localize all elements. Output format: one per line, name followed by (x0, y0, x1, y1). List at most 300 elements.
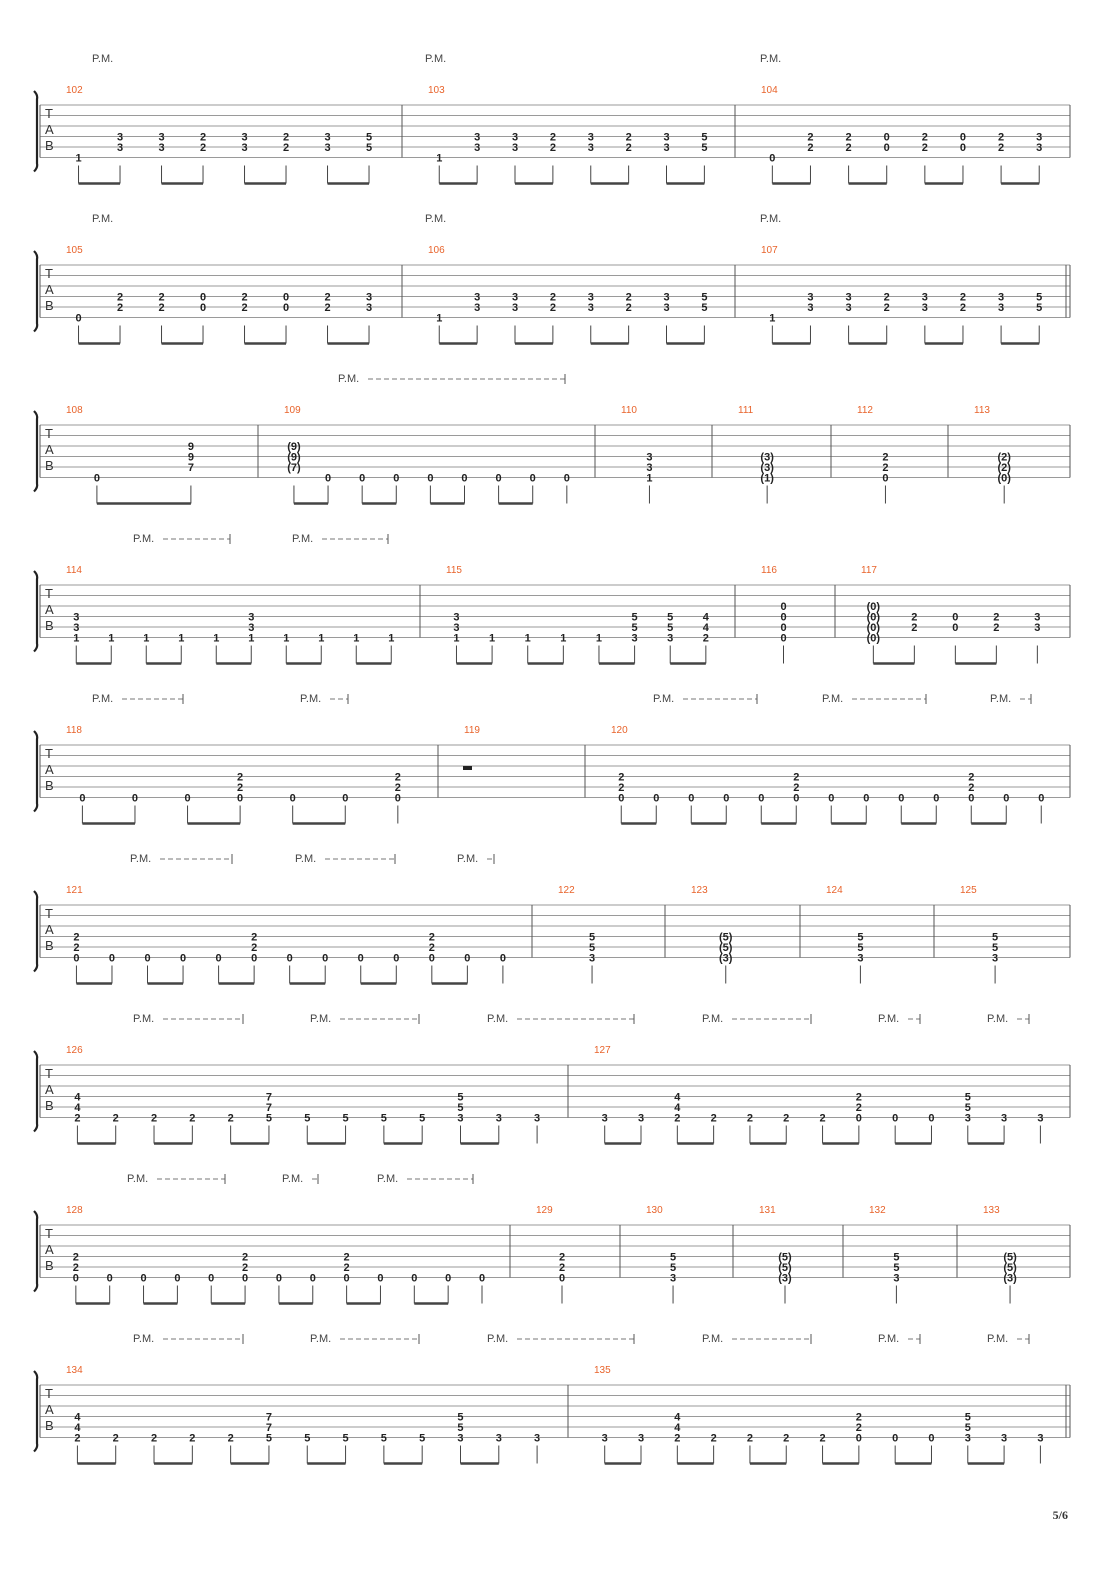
fret-number: 0 (959, 142, 967, 154)
measure-number: 114 (66, 565, 82, 576)
fret-number: 3 (992, 952, 999, 965)
fret-number: 3 (587, 131, 594, 144)
fret-number: 3 (663, 142, 670, 154)
fret-number: 3 (921, 302, 928, 314)
fret-number: 2 (116, 291, 124, 304)
fret-number: 3 (365, 291, 373, 304)
fret-number: 2 (549, 291, 556, 304)
fret-number: 2 (282, 142, 290, 154)
fret-number: 3 (1001, 1432, 1008, 1445)
fret-number: 3 (1037, 1112, 1044, 1125)
fret-number: 2 (855, 1091, 862, 1104)
palm-mute-label: P.M. (653, 693, 675, 705)
fret-number: 2 (242, 1262, 249, 1274)
fret-number: 3 (807, 302, 814, 314)
fret-number: 4 (674, 1411, 681, 1424)
fret-number: 5 (667, 611, 674, 624)
fret-number: (0) (866, 601, 881, 613)
tab-clef-letter: B (45, 618, 54, 633)
fret-number: 0 (309, 1272, 316, 1285)
system-bracket (34, 1211, 37, 1292)
tab-clef-letter: B (45, 458, 54, 473)
fret-number: 0 (780, 611, 787, 624)
fret-number: 2 (150, 1432, 158, 1445)
fret-number: 0 (73, 952, 80, 965)
fret-number: 5 (992, 942, 999, 954)
fret-number: 1 (436, 312, 443, 325)
fret-number: 3 (457, 1432, 464, 1445)
fret-number: 0 (952, 611, 959, 624)
measure-number: 118 (66, 725, 82, 736)
fret-number: 0 (393, 952, 400, 965)
fret-number: 2 (783, 1112, 790, 1125)
tab-clef-letter: A (45, 602, 54, 617)
fret-number: 0 (93, 472, 100, 485)
fret-number: 2 (746, 1432, 754, 1445)
system-bracket (34, 891, 37, 972)
fret-number: 2 (394, 771, 401, 784)
fret-number: (5) (1003, 1262, 1017, 1274)
fret-number: 4 (702, 622, 709, 634)
fret-number: 2 (237, 771, 244, 784)
fret-number: 7 (187, 462, 194, 474)
fret-number: 0 (394, 792, 401, 805)
fret-number: 3 (1034, 622, 1041, 634)
fret-number: 3 (365, 302, 373, 314)
fret-number: 0 (357, 952, 364, 965)
fret-number: 2 (199, 142, 207, 154)
measure-number: 108 (66, 405, 83, 416)
fret-number: 3 (601, 1112, 608, 1125)
fret-number: 0 (184, 792, 191, 805)
fret-number: 0 (393, 472, 400, 485)
fret-number: 0 (72, 1272, 79, 1285)
tab-clef-letter: A (45, 762, 54, 777)
fret-number: 3 (1036, 142, 1043, 154)
fret-number: 0 (892, 1432, 899, 1445)
fret-number: 2 (324, 302, 331, 314)
tab-clef-letter: B (45, 778, 54, 793)
fret-number: 2 (618, 771, 625, 784)
fret-number: 0 (723, 792, 730, 805)
fret-number: 3 (646, 462, 653, 474)
tab-clef-letter: A (45, 122, 54, 137)
fret-number: 2 (282, 131, 290, 144)
fret-number: 5 (631, 611, 638, 624)
measure-number: 109 (284, 405, 301, 416)
fret-number: 3 (631, 632, 638, 645)
measure-number: 131 (759, 1205, 776, 1216)
measure-number: 119 (464, 725, 480, 736)
fret-number: 3 (646, 451, 653, 464)
measure-number: 130 (646, 1205, 663, 1216)
fret-number: 0 (968, 792, 975, 805)
fret-number: 3 (158, 142, 165, 154)
fret-number: 2 (845, 131, 852, 144)
fret-number: (5) (778, 1262, 792, 1274)
fret-number: 2 (968, 782, 975, 794)
fret-number: 3 (807, 291, 814, 304)
fret-number: 1 (178, 632, 185, 645)
tab-clef-letter: B (45, 938, 54, 953)
fret-number: 2 (911, 611, 918, 624)
fret-number: 2 (998, 131, 1005, 144)
fret-number: 0 (208, 1272, 215, 1285)
measure-number: 121 (66, 885, 83, 896)
measure-number: 125 (960, 885, 977, 896)
tab-clef-letter: A (45, 1242, 54, 1257)
fret-number: 2 (855, 1411, 862, 1424)
palm-mute-label: P.M. (92, 213, 114, 225)
palm-mute-label: P.M. (487, 1013, 509, 1025)
fret-number: 0 (855, 1112, 862, 1125)
fret-number: 3 (495, 1432, 502, 1445)
fret-number: 4 (74, 1091, 81, 1104)
fret-number: 4 (74, 1422, 81, 1434)
measure-number: 107 (761, 245, 778, 256)
fret-number: 1 (489, 632, 496, 645)
fret-number: 0 (653, 792, 660, 805)
fret-number: 2 (428, 931, 435, 944)
measure-number: 120 (611, 725, 628, 736)
palm-mute-label: P.M. (133, 1333, 155, 1345)
fret-number: 0 (1003, 792, 1010, 805)
fret-number: 3 (601, 1432, 608, 1445)
fret-number: 2 (625, 302, 632, 314)
fret-number: 5 (701, 302, 708, 314)
fret-number: (1) (760, 472, 774, 485)
fret-number: 0 (215, 952, 222, 965)
fret-number: (2) (997, 451, 1011, 464)
palm-mute-label: P.M. (878, 1013, 900, 1025)
fret-number: 2 (710, 1432, 717, 1445)
palm-mute-label: P.M. (760, 213, 782, 225)
measure-number: 104 (761, 85, 778, 96)
fret-number: 0 (793, 792, 800, 805)
fret-number: 2 (674, 1432, 681, 1445)
fret-number: 3 (637, 1112, 645, 1125)
fret-number: 0 (1038, 792, 1045, 805)
fret-number: 2 (993, 611, 1000, 624)
fret-number: 5 (588, 931, 596, 944)
fret-number: 0 (445, 1272, 452, 1285)
fret-number: 5 (857, 931, 864, 944)
palm-mute-label: P.M. (92, 693, 114, 705)
fret-number: 2 (549, 302, 556, 314)
fret-number: 5 (701, 131, 708, 144)
fret-number: (5) (778, 1251, 792, 1264)
fret-number: (5) (719, 942, 733, 954)
fret-number: 0 (343, 1272, 350, 1285)
fret-number: 5 (893, 1251, 900, 1264)
fret-number: 0 (282, 302, 290, 314)
fret-number: 2 (558, 1262, 566, 1274)
fret-number: 4 (74, 1102, 81, 1114)
fret-number: 0 (106, 1272, 113, 1285)
fret-number: 1 (108, 632, 115, 645)
measure-number: 116 (761, 565, 777, 576)
fret-number: 0 (461, 472, 468, 485)
fret-number: 5 (669, 1251, 677, 1264)
fret-number: 0 (758, 792, 765, 805)
fret-number: 2 (74, 1432, 81, 1445)
fret-number: 0 (144, 952, 151, 965)
fret-number: 3 (534, 1432, 541, 1445)
tab-clef-letter: T (45, 586, 53, 601)
palm-mute-label: P.M. (987, 1013, 1009, 1025)
fret-number: 2 (251, 931, 258, 944)
palm-mute-label: P.M. (990, 693, 1012, 705)
fret-number: 2 (73, 931, 80, 944)
fret-number: 3 (474, 302, 481, 314)
tab-clef-letter: A (45, 1402, 54, 1417)
system-bracket (34, 411, 37, 492)
measure-number: 122 (558, 885, 575, 896)
fret-number: 5 (964, 1091, 971, 1104)
fret-number: 0 (558, 1272, 566, 1285)
measure-number: 128 (66, 1205, 83, 1216)
measure-number: 115 (446, 565, 462, 576)
fret-number: 0 (275, 1272, 282, 1285)
tab-clef-letter: A (45, 1082, 54, 1097)
fret-number: 2 (807, 142, 814, 154)
palm-mute-label: P.M. (310, 1013, 332, 1025)
fret-number: 1 (73, 632, 80, 645)
fret-number: 3 (1037, 1432, 1044, 1445)
fret-number: 5 (857, 942, 864, 954)
fret-number: 2 (72, 1251, 79, 1264)
fret-number: 0 (251, 952, 258, 965)
fret-number: 3 (453, 611, 460, 624)
tab-clef-letter: B (45, 138, 54, 153)
fret-number: 2 (241, 291, 248, 304)
fret-number: 2 (998, 142, 1005, 154)
fret-number: 2 (227, 1432, 234, 1445)
system-bracket (34, 1051, 37, 1132)
fret-number: 0 (199, 291, 207, 304)
palm-mute-label: P.M. (760, 53, 782, 65)
palm-mute-label: P.M. (310, 1333, 332, 1345)
fret-number: 0 (131, 792, 139, 805)
fret-number: 5 (365, 142, 373, 154)
fret-number: 3 (1036, 131, 1043, 144)
fret-number: 3 (1001, 1112, 1008, 1125)
fret-number: 3 (324, 131, 331, 144)
measure-number: 112 (857, 405, 873, 416)
fret-number: 3 (587, 291, 594, 304)
tab-clef-letter: T (45, 266, 53, 281)
fret-number: 0 (883, 131, 890, 144)
fret-number: 3 (1034, 611, 1041, 624)
fret-number: (2) (997, 462, 1011, 474)
fret-number: 5 (380, 1432, 387, 1445)
fret-number: 3 (474, 142, 481, 154)
fret-number: 0 (618, 792, 625, 805)
palm-mute-label: P.M. (282, 1173, 304, 1185)
fret-number: 0 (478, 1272, 486, 1285)
palm-mute-label: P.M. (702, 1013, 724, 1025)
fret-number: 2 (882, 462, 889, 474)
fret-number: 0 (411, 1272, 418, 1285)
fret-number: 3 (248, 611, 255, 624)
fret-number: 5 (964, 1422, 971, 1434)
fret-number: 5 (964, 1102, 971, 1114)
palm-mute-label: P.M. (987, 1333, 1009, 1345)
fret-number: 1 (453, 632, 460, 645)
fret-number: 7 (265, 1102, 273, 1114)
fret-number: 2 (343, 1251, 350, 1264)
fret-number: 2 (959, 291, 967, 304)
palm-mute-label: P.M. (292, 533, 314, 545)
system-bracket (34, 1371, 37, 1452)
fret-number: 3 (116, 142, 124, 154)
palm-mute-label: P.M. (822, 693, 844, 705)
fret-number: 2 (227, 1112, 234, 1125)
fret-number: 5 (631, 622, 638, 634)
fret-number: 5 (304, 1432, 311, 1445)
fret-number: 3 (158, 131, 165, 144)
palm-mute-label: P.M. (338, 373, 360, 385)
fret-number: 5 (701, 291, 708, 304)
fret-number: 2 (819, 1112, 826, 1125)
fret-number: 3 (845, 302, 852, 314)
fret-number: 2 (883, 302, 890, 314)
fret-number: 3 (241, 131, 248, 144)
fret-number: 4 (674, 1422, 681, 1434)
fret-number: 2 (793, 782, 800, 794)
fret-number: 2 (73, 942, 80, 954)
fret-number: 0 (883, 142, 890, 154)
fret-number: (0) (997, 472, 1011, 485)
fret-number: 5 (342, 1432, 349, 1445)
fret-number: 0 (428, 952, 435, 965)
fret-number: 2 (783, 1432, 790, 1445)
tab-clef-letter: A (45, 442, 54, 457)
fret-number: 7 (265, 1091, 273, 1104)
palm-mute-label: P.M. (295, 853, 317, 865)
measure-number: 126 (66, 1045, 83, 1056)
fret-number: 2 (819, 1432, 826, 1445)
fret-number: 2 (189, 1112, 196, 1125)
fret-number: 5 (419, 1432, 426, 1445)
fret-number: 0 (933, 792, 940, 805)
tab-clef-letter: T (45, 1066, 53, 1081)
fret-number: 2 (921, 131, 928, 144)
fret-number: 3 (495, 1112, 502, 1125)
measure-number: 117 (861, 565, 877, 576)
fret-number: 2 (158, 291, 165, 304)
tab-clef-letter: B (45, 1258, 54, 1273)
fret-number: 0 (882, 472, 889, 485)
fret-number: 0 (199, 302, 207, 314)
fret-number: 5 (669, 1262, 677, 1274)
fret-number: (5) (1003, 1251, 1017, 1264)
fret-number: 2 (237, 782, 244, 794)
fret-number: 5 (380, 1112, 387, 1125)
fret-number: 2 (112, 1112, 119, 1125)
measure-number: 135 (594, 1365, 611, 1376)
fret-number: 7 (265, 1422, 273, 1434)
palm-mute-label: P.M. (130, 853, 152, 865)
fret-number: (3) (778, 1272, 792, 1285)
palm-mute-label: P.M. (425, 53, 447, 65)
fret-number: (9) (287, 451, 301, 464)
fret-number: 2 (549, 142, 556, 154)
tab-clef-letter: B (45, 298, 54, 313)
palm-mute-label: P.M. (878, 1333, 900, 1345)
fret-number: 2 (746, 1112, 754, 1125)
measure-number: 103 (428, 85, 445, 96)
fret-number: 5 (265, 1432, 273, 1445)
fret-number: 2 (74, 1112, 81, 1125)
fret-number: (5) (719, 931, 733, 944)
palm-mute-label: P.M. (487, 1333, 509, 1345)
fret-number: 5 (667, 622, 674, 634)
fret-number: 3 (587, 142, 594, 154)
fret-number: 2 (116, 302, 124, 314)
fret-number: 5 (1036, 291, 1043, 304)
fret-number: 7 (265, 1411, 273, 1424)
fret-number: 1 (595, 632, 603, 645)
fret-number: 0 (377, 1272, 384, 1285)
fret-number: 0 (322, 952, 329, 965)
fret-number: 0 (928, 1432, 935, 1445)
fret-number: 3 (511, 302, 519, 314)
fret-number: 0 (286, 952, 293, 965)
fret-number: 2 (882, 451, 889, 464)
fret-number: 1 (388, 632, 395, 645)
measure-number: 133 (983, 1205, 1000, 1216)
fret-number: 2 (921, 142, 928, 154)
fret-number: 2 (855, 1102, 862, 1114)
fret-number: 3 (663, 131, 670, 144)
fret-number: (9) (287, 441, 301, 453)
fret-number: 4 (674, 1102, 681, 1114)
fret-number: 0 (75, 312, 82, 325)
tab-clef-letter: B (45, 1098, 54, 1113)
measure-number: 110 (621, 405, 637, 416)
fret-number: 3 (893, 1272, 900, 1285)
fret-number: 3 (845, 291, 852, 304)
tab-clef-letter: T (45, 746, 53, 761)
fret-number: 3 (73, 611, 80, 624)
fret-number: 3 (511, 291, 519, 304)
fret-number: 2 (189, 1432, 196, 1445)
fret-number: 2 (251, 942, 258, 954)
fret-number: 3 (998, 291, 1005, 304)
fret-number: 2 (199, 131, 207, 144)
fret-number: (0) (866, 632, 881, 645)
fret-number: 5 (964, 1411, 971, 1424)
fret-number: 2 (807, 131, 814, 144)
measure-number: 127 (594, 1045, 611, 1056)
fret-number: 3 (474, 291, 481, 304)
measure-number: 111 (738, 405, 754, 416)
rest-symbol (463, 766, 472, 770)
fret-number: 1 (318, 632, 325, 645)
fret-number: 0 (688, 792, 695, 805)
fret-number: 0 (855, 1432, 862, 1445)
palm-mute-label: P.M. (92, 53, 114, 65)
fret-number: (0) (866, 611, 881, 624)
fret-number: 0 (464, 952, 471, 965)
fret-number: 2 (625, 291, 632, 304)
fret-number: 3 (116, 131, 124, 144)
fret-number: 3 (511, 131, 519, 144)
fret-number: 2 (549, 131, 556, 144)
fret-number: 5 (457, 1422, 464, 1434)
fret-number: 5 (304, 1112, 311, 1125)
